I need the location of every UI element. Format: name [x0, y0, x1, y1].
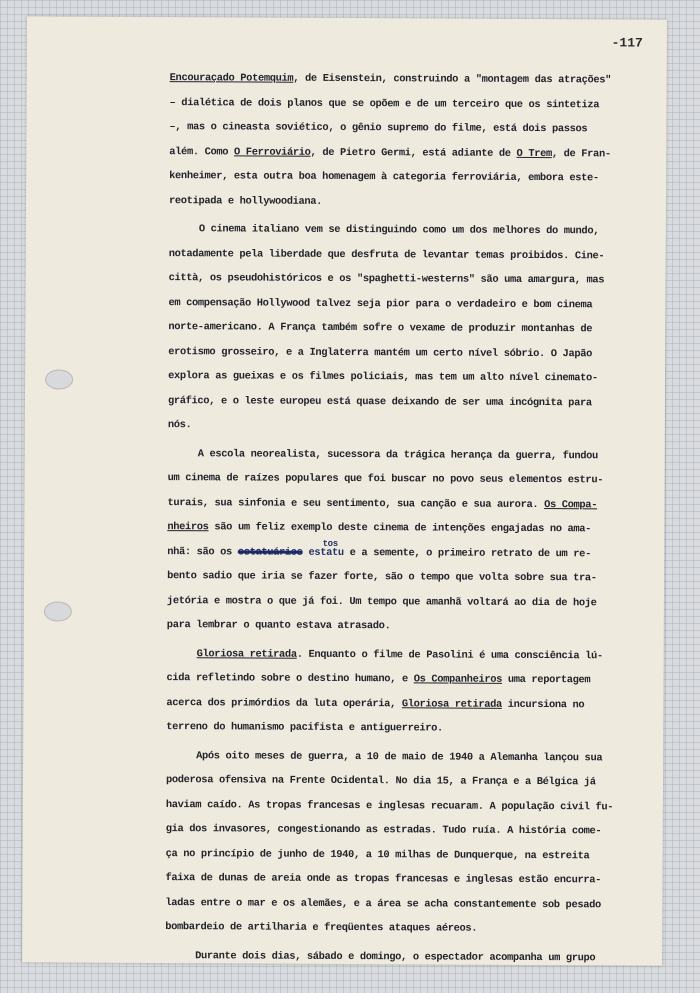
text-line: um cinema de raízes populares que foi buscar no povo seus elementos estru-	[167, 472, 604, 487]
text-line: nós.	[167, 419, 192, 432]
text-line: A escola neorealista, sucessora da trágica herança da guerra, fundou	[197, 447, 598, 462]
text-line: jetória e mostra o que já foi. Um tempo que amanhã voltará ao dia de hoje	[166, 594, 597, 609]
film-title: nheiros	[167, 521, 209, 534]
film-title: Os Companheiros	[413, 673, 503, 686]
text-line: acerca dos primórdios da luta operária, Gloriosa retirada incursiona no	[166, 696, 585, 711]
text-line: cida refletindo sobre o destino humano, e Os Companheiros uma reportagem	[166, 672, 591, 687]
text-line: notadamente pela liberdade que desfruta de levantar temas proibidos. Cine-	[168, 247, 605, 262]
page-number: -117	[611, 35, 643, 51]
film-title: O Trem	[516, 147, 552, 160]
text-line: turais, sua sinfonia e seu sentimento, sua canção e sua aurora. Os Compa-	[167, 496, 598, 511]
text-line: poderosa ofensiva na Frente Ocidental. No dia 15, a França e a Bélgica já	[165, 774, 596, 789]
text-line: para lembrar o quanto estava atrasado.	[166, 619, 391, 633]
film-title: Gloriosa retirada	[196, 647, 297, 661]
text-line: – dialética de dois planos que se opõem e de um terceiro que os sintetiza	[169, 96, 600, 111]
text-line: reotipada e hollywoodiana.	[169, 194, 323, 208]
text-line: città, os pseudohistóricos e os "spaghetti-westerns" são uma amargura, mas	[168, 272, 605, 287]
text-line: bento sadio que iria se fazer forte, são o tempo que volta sobre sua tra-	[167, 570, 597, 585]
text-line: –, mas o cineasta soviético, o gênio supremo do filme, está dois passos	[169, 121, 588, 136]
inserted-text: tos	[322, 538, 338, 549]
text-line: explora as gueixas e os filmes policiais, mas tem um alto nível cinemato-	[168, 370, 598, 385]
text-line: terreno do humanismo pacifista e antiguerreiro.	[166, 721, 443, 735]
film-title: Os Compa-	[544, 498, 598, 511]
text-line: haviam caído. As tropas francesas e inglesas recuaram. A população civil fu-	[165, 798, 614, 813]
text-line: nhã: são os estatuários estatu tos e a semente, o primeiro retrato de um re-	[167, 540, 637, 567]
text-line: em compensação Hollywood talvez seja pior para o verdadeiro e bom cinema	[168, 296, 593, 311]
punch-hole	[44, 601, 72, 621]
punch-hole	[45, 369, 73, 389]
text-line: erotismo grosseiro, e a Inglaterra mantém um certo nível sóbrio. O Japão	[168, 345, 593, 360]
text-line: além. Como O Ferroviário, de Pietro Germi, está adiante de O Trem, de Fran-	[169, 145, 611, 160]
film-title: Encouraçado Potemquim	[169, 72, 294, 85]
text-line: Durante dois dias, sábado e domingo, o espectador acompanha um grupo	[195, 949, 596, 964]
handwritten-correction: estatu tos	[308, 540, 343, 565]
text-line: Após oito meses de guerra, a 10 de maio de 1940 a Alemanha lançou sua	[196, 749, 603, 764]
text-line: bombardeio de artilharia e freqüentes ataques aéreos.	[165, 921, 478, 935]
text-line: faixa de dunas de areia onde as tropas francesas e inglesas estão encurra-	[165, 872, 602, 887]
text-line: norte-americano. A França também sofre o vexame de produzir montanhas de	[168, 321, 593, 336]
text-line: ladas entre o mar e os alemães, e a área se acha constantemente sob pesado	[165, 896, 601, 911]
text-line: Gloriosa retirada. Enquanto o filme de Pasolini é uma consciência lú-	[196, 647, 603, 662]
body-text	[165, 66, 640, 970]
film-title: O Ferroviário	[234, 145, 311, 159]
text-line: kenheimer, esta outra boa homenagem à categoria ferroviária, embora este-	[169, 170, 599, 185]
text-line: Encouraçado Potemquim, de Eisenstein, construindo a "montagem das atrações"	[169, 72, 612, 87]
typewritten-page	[22, 16, 667, 965]
text-line: nheiros são um feliz exemplo deste cinema de intenções engajadas no ama-	[167, 521, 592, 536]
text-line: gia dos invasores, congestionando as estradas. Tudo ruía. A história come-	[165, 823, 602, 838]
struck-word: estatuários	[237, 545, 303, 559]
text-line: gráfico, e o leste europeu está quase deixando de ser uma incógnita para	[167, 394, 592, 409]
text-line: ça no princípio de junho de 1940, a 10 milhas de Dunquerque, na estreita	[165, 847, 590, 862]
film-title: Gloriosa retirada	[401, 697, 502, 711]
text-line: O cinema italiano vem se distinguindo como um dos melhores do mundo,	[198, 223, 600, 238]
